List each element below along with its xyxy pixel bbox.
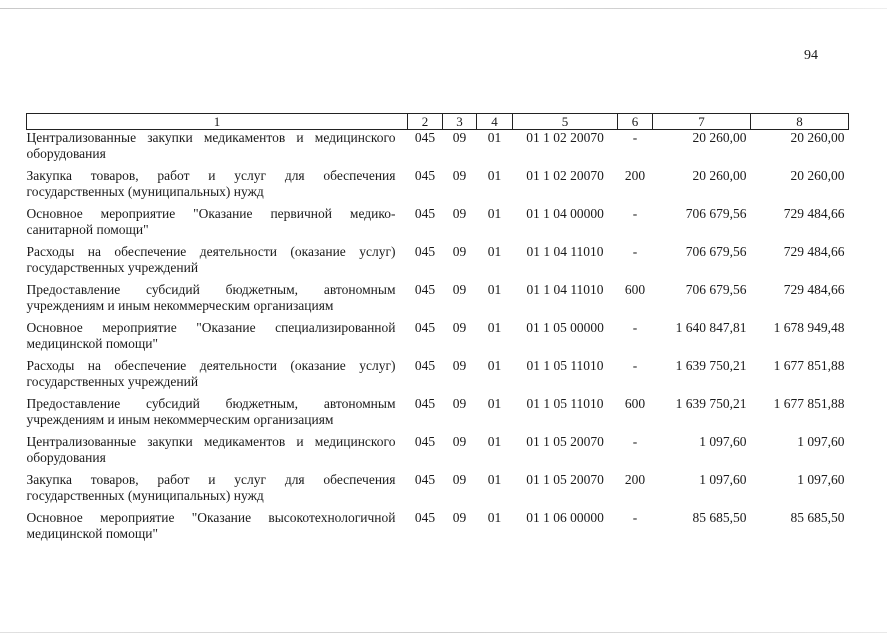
expense-type: 200 — [624, 168, 646, 183]
ministry-code: 045 — [414, 282, 436, 297]
subsection-code: 01 — [487, 206, 502, 221]
amount-1: 1 639 750,21 — [675, 358, 747, 373]
target-article: 01 1 04 00000 — [526, 206, 604, 221]
row-name: Основное мероприятие "Оказание специализированной медицинской помощи" — [26, 320, 396, 351]
section-code: 09 — [452, 434, 467, 449]
budget-table — [26, 113, 849, 548]
table-row — [27, 358, 849, 396]
amount-1: 1 097,60 — [699, 434, 747, 449]
column-header: 4 — [477, 114, 513, 130]
amount-2: 1 097,60 — [797, 472, 845, 487]
amount-1: 20 260,00 — [692, 130, 747, 145]
section-code: 09 — [452, 510, 467, 525]
row-name: Централизованные закупки медикаментов и медицинского оборудования — [26, 434, 396, 465]
column-header: 3 — [443, 114, 477, 130]
column-header: 1 — [27, 114, 408, 130]
amount-2: 729 484,66 — [783, 244, 845, 259]
expense-type: - — [632, 358, 638, 373]
expense-type: 600 — [624, 396, 646, 411]
table-row — [27, 130, 849, 169]
section-code: 09 — [452, 168, 467, 183]
subsection-code: 01 — [487, 244, 502, 259]
ministry-code: 045 — [414, 472, 436, 487]
section-code: 09 — [452, 244, 467, 259]
target-article: 01 1 05 20070 — [526, 472, 604, 487]
header-row — [27, 114, 849, 130]
ministry-code: 045 — [414, 206, 436, 221]
target-article: 01 1 05 20070 — [526, 434, 604, 449]
expense-type: - — [632, 244, 638, 259]
amount-1: 20 260,00 — [692, 168, 747, 183]
section-code: 09 — [452, 206, 467, 221]
amount-1: 1 640 847,81 — [675, 320, 747, 335]
section-code: 09 — [452, 358, 467, 373]
amount-2: 20 260,00 — [790, 130, 845, 145]
row-name: Основное мероприятие "Оказание первичной медико-санитарной помощи" — [26, 206, 396, 237]
ministry-code: 045 — [414, 320, 436, 335]
table-row — [27, 244, 849, 282]
subsection-code: 01 — [487, 282, 502, 297]
row-name: Предоставление субсидий бюджетным, автономным учреждениям и иным некоммерческим организациям — [26, 396, 396, 427]
row-name: Централизованные закупки медикаментов и медицинского оборудования — [26, 130, 396, 161]
amount-1: 706 679,56 — [685, 282, 747, 297]
amount-2: 1 677 851,88 — [773, 396, 845, 411]
table-row — [27, 396, 849, 434]
section-code: 09 — [452, 396, 467, 411]
subsection-code: 01 — [487, 472, 502, 487]
scan-edge-top — [0, 8, 887, 9]
column-header: 7 — [653, 114, 751, 130]
row-name: Основное мероприятие "Оказание высокотехнологичной медицинской помощи" — [26, 510, 396, 541]
expense-type: 600 — [624, 282, 646, 297]
amount-2: 1 097,60 — [797, 434, 845, 449]
table-row — [27, 434, 849, 472]
expense-type: - — [632, 510, 638, 525]
expense-type: 200 — [624, 472, 646, 487]
row-name: Закупка товаров, работ и услуг для обеспечения государственных (муниципальных) нужд — [26, 472, 396, 503]
expense-type: - — [632, 130, 638, 145]
amount-2: 85 685,50 — [790, 510, 845, 525]
target-article: 01 1 05 11010 — [526, 358, 604, 373]
section-code: 09 — [452, 282, 467, 297]
target-article: 01 1 04 11010 — [526, 282, 604, 297]
amount-1: 706 679,56 — [685, 206, 747, 221]
subsection-code: 01 — [487, 130, 502, 145]
ministry-code: 045 — [414, 168, 436, 183]
ministry-code: 045 — [414, 434, 436, 449]
table-row — [27, 168, 849, 206]
expense-type: - — [632, 320, 638, 335]
table-row — [27, 472, 849, 510]
amount-1: 1 639 750,21 — [675, 396, 747, 411]
amount-1: 1 097,60 — [699, 472, 747, 487]
section-code: 09 — [452, 472, 467, 487]
table-row — [27, 320, 849, 358]
amount-1: 706 679,56 — [685, 244, 747, 259]
amount-2: 20 260,00 — [790, 168, 845, 183]
column-header: 8 — [751, 114, 849, 130]
subsection-code: 01 — [487, 396, 502, 411]
subsection-code: 01 — [487, 320, 502, 335]
table-row — [27, 510, 849, 548]
target-article: 01 1 05 11010 — [526, 396, 604, 411]
ministry-code: 045 — [414, 510, 436, 525]
ministry-code: 045 — [414, 244, 436, 259]
expense-type: - — [632, 434, 638, 449]
target-article: 01 1 05 00000 — [526, 320, 604, 335]
column-header: 2 — [408, 114, 443, 130]
amount-2: 1 678 949,48 — [773, 320, 845, 335]
amount-2: 729 484,66 — [783, 206, 845, 221]
row-name: Закупка товаров, работ и услуг для обеспечения государственных (муниципальных) нужд — [26, 168, 396, 199]
section-code: 09 — [452, 130, 467, 145]
table-row — [27, 206, 849, 244]
table-row — [27, 282, 849, 320]
column-header: 5 — [513, 114, 618, 130]
row-name: Расходы на обеспечение деятельности (оказание услуг) государственных учреждений — [26, 358, 396, 389]
row-name: Расходы на обеспечение деятельности (оказание услуг) государственных учреждений — [26, 244, 396, 275]
target-article: 01 1 02 20070 — [526, 168, 604, 183]
section-code: 09 — [452, 320, 467, 335]
expense-type: - — [632, 206, 638, 221]
subsection-code: 01 — [487, 358, 502, 373]
amount-2: 729 484,66 — [783, 282, 845, 297]
ministry-code: 045 — [414, 358, 436, 373]
amount-1: 85 685,50 — [692, 510, 747, 525]
ministry-code: 045 — [414, 130, 436, 145]
column-header: 6 — [618, 114, 653, 130]
scan-edge-bottom — [0, 632, 887, 633]
subsection-code: 01 — [487, 510, 502, 525]
target-article: 01 1 02 20070 — [526, 130, 604, 145]
amount-2: 1 677 851,88 — [773, 358, 845, 373]
page-number: 94 — [804, 48, 818, 63]
target-article: 01 1 04 11010 — [526, 244, 604, 259]
target-article: 01 1 06 00000 — [526, 510, 604, 525]
ministry-code: 045 — [414, 396, 436, 411]
row-name: Предоставление субсидий бюджетным, автономным учреждениям и иным некоммерческим организациям — [26, 282, 396, 313]
subsection-code: 01 — [487, 168, 502, 183]
subsection-code: 01 — [487, 434, 502, 449]
